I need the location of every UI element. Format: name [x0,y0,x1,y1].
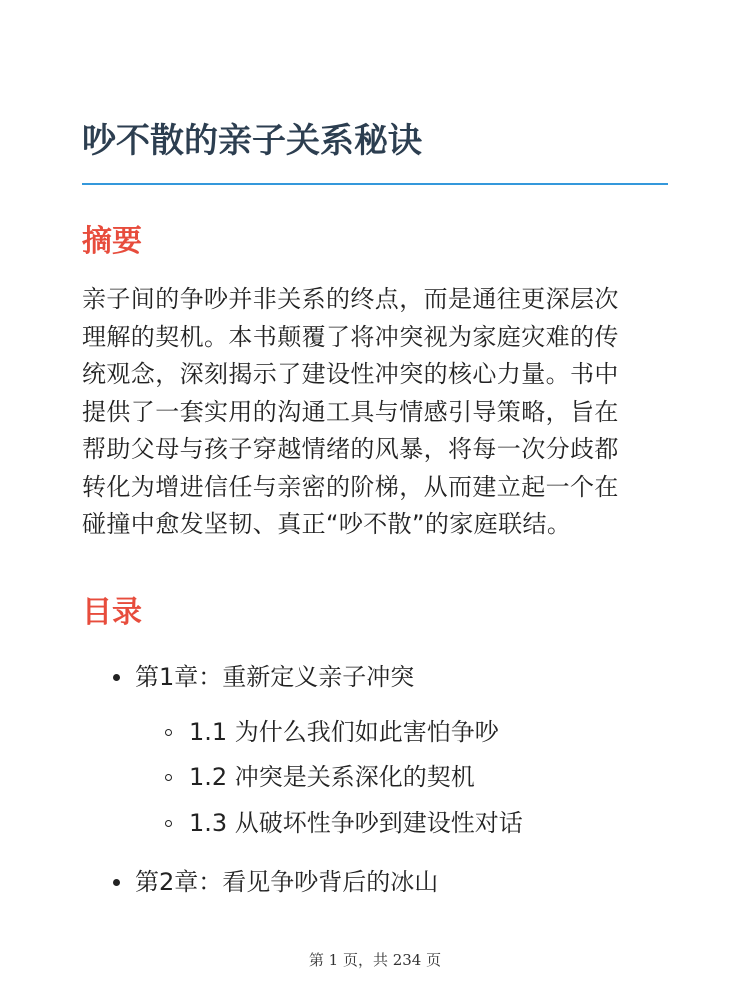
abstract-line: 转化为增进信任与亲密的阶梯，从而建立起一个在 [82,472,619,501]
abstract-line: 统观念，深刻揭示了建设性冲突的核心力量。书中 [82,360,619,388]
toc-bullet-circle [165,774,172,781]
abstract-line: 帮助父母与孩子穿越情绪的风暴，将每一次分歧都 [82,435,619,463]
toc-section-item[interactable]: 1.2 冲突是关系深化的契机 [189,763,475,791]
abstract-line: 亲子间的争吵并非关系的终点，而是通往更深层次 [82,285,619,313]
toc-heading: 目录 [82,595,142,630]
toc-bullet-disc [113,674,120,681]
abstract-paragraph [82,281,672,544]
abstract-line: 碰撞中愈发坚韧、真正“吵不散”的家庭联结。 [82,510,572,538]
toc-bullet-disc [113,879,120,886]
abstract-line: 提供了一套实用的沟通工具与情感引导策略，旨在 [82,397,619,426]
toc-chapter-item[interactable]: 第2章：看见争吵背后的冰山 [135,868,439,896]
abstract-heading: 摘要 [82,224,142,259]
document-title: 吵不散的亲子关系秘诀 [82,121,422,161]
title-divider [82,183,668,185]
toc-bullet-circle [165,820,172,827]
toc-section-item[interactable]: 1.3 从破坏性争吵到建设性对话 [189,809,523,837]
page-footer: 第 1 页，共 234 页 [308,951,442,969]
abstract-line: 理解的契机。本书颠覆了将冲突视为家庭灾难的传 [82,322,619,351]
toc-bullet-circle [165,729,172,736]
toc-section-item[interactable]: 1.1 为什么我们如此害怕争吵 [189,718,499,746]
toc-chapter-item[interactable]: 第1章：重新定义亲子冲突 [135,663,415,691]
